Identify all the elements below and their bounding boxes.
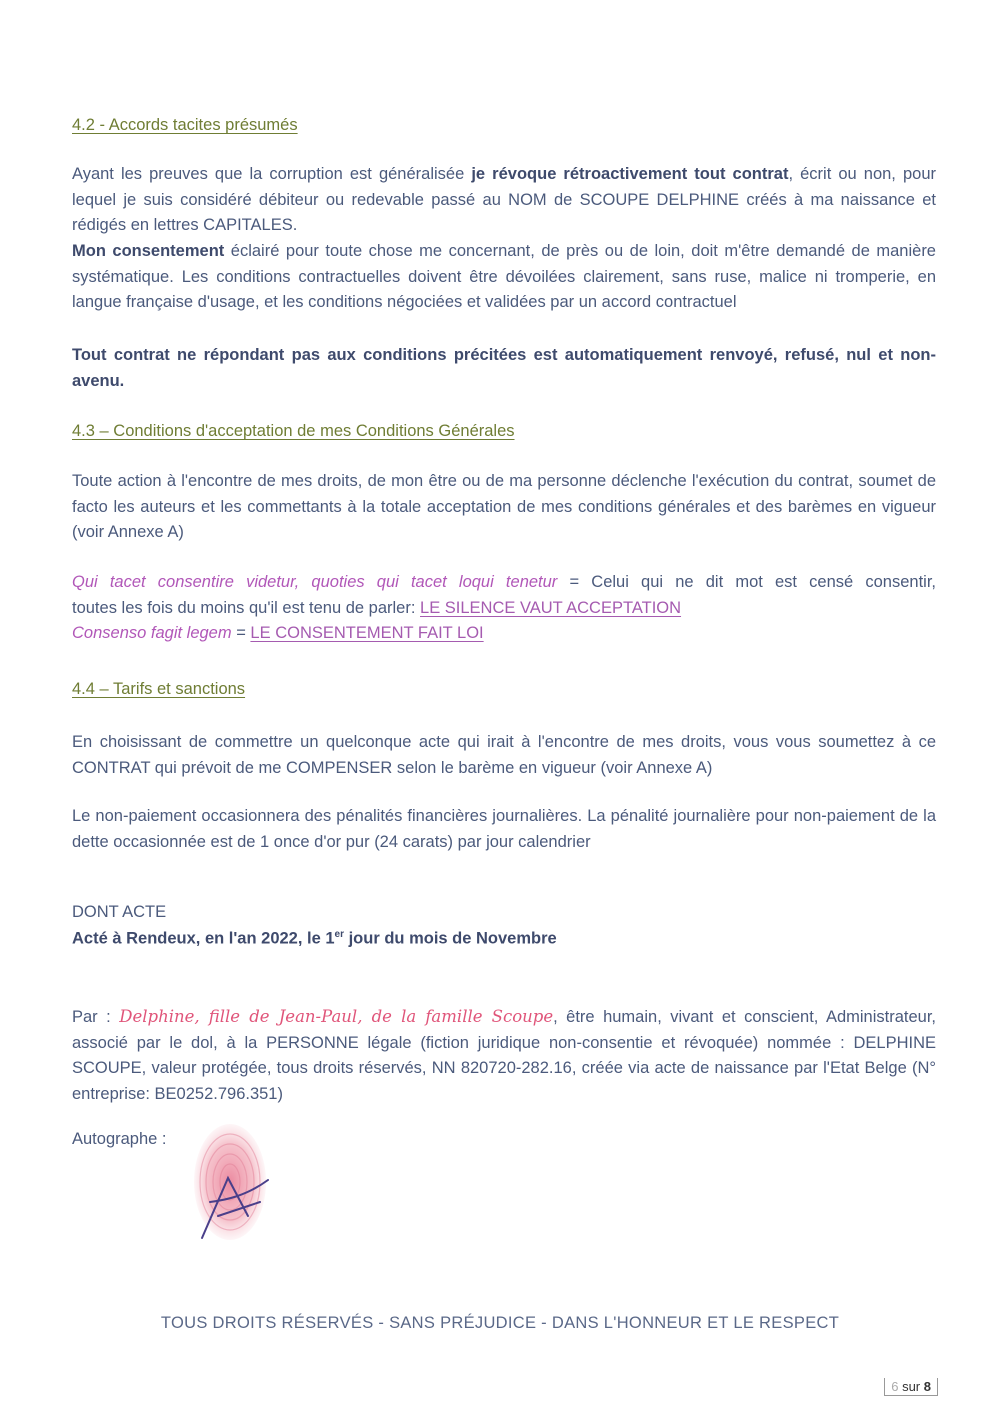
latin-maxim-line-1: Qui tacet consentire videtur, quoties qui tacet loqui tenetur = Celui qui ne dit mot est censé consentir, xyxy=(72,573,936,591)
latin-maxim-line-3: Consenso fagit legem = LE CONSENTEMENT FAIT LOI xyxy=(72,624,484,642)
silence-vaut-acceptation: LE SILENCE VAUT ACCEPTATION xyxy=(420,598,682,617)
section-4-2-paragraph-2: Mon consentement éclairé pour toute chose me concernant, de près ou de loin, doit m'être demandé de manière systématique. Les conditions contractuelles doivent être dévoilées clairement, sans ruse, malice ni tromperie, en langue française d'usage, et les conditions négociées et validées par un accord contractuel xyxy=(72,242,936,311)
section-4-2-heading: 4.2 - Accords tacites présumés xyxy=(72,116,298,134)
acte-date: Acté à Rendeux, en l'an 2022, le 1er jour du mois de Novembre xyxy=(72,929,557,948)
latin-maxim-line-2: toutes les fois du moins qu'il est tenu de parler: LE SILENCE VAUT ACCEPTATION xyxy=(72,598,682,617)
section-4-3-paragraph-1: Toute action à l'encontre de mes droits, de mon être ou de ma personne déclenche l'exécution du contrat, soumet de facto les auteurs et les commettants à la totale acceptation de mes conditions générales et des barèmes en vigueur (voir Annexe A) xyxy=(72,472,936,541)
section-4-4-paragraph-1: En choisissant de commettre un quelconque acte qui irait à l'encontre de mes droits, vous vous soumettez à ce CONTRAT qui prévoit de me COMPENSER selon le barème en vigueur (voir Annexe A) xyxy=(72,733,936,777)
autographe-label: Autographe : xyxy=(72,1130,167,1148)
section-4-3-heading: 4.3 – Conditions d'acceptation de mes Conditions Générales xyxy=(72,422,515,440)
fingerprint-signature-icon xyxy=(188,1120,278,1250)
consentement-fait-loi: LE CONSENTEMENT FAIT LOI xyxy=(250,624,484,642)
signature-name: Delphine, fille de Jean-Paul, de la famille Scoupe xyxy=(119,1007,554,1026)
signature-paragraph: Par : Delphine, fille de Jean-Paul, de la famille Scoupe, être humain, vivant et conscient, Administrateur, associé par le dol, à la PERSONNE légale (fiction juridique non-consentie et révoquée) nommée : DELPHINE SCOUPE, valeur protégée, tous droits réservés, NN 820720-282.16, créée via acte de naissance par l'Etat Belge (N° entreprise: BE0252.796.351) xyxy=(72,1007,936,1103)
latin-maxim-block xyxy=(72,570,936,647)
section-4-4-heading: 4.4 – Tarifs et sanctions xyxy=(72,680,246,698)
section-4-4-paragraph-2: Le non-paiement occasionnera des pénalités financières journalières. La pénalité journalière pour non-paiement de la dette occasionnée est de 1 once d'or pur (24 carats) par jour calendrier xyxy=(72,807,936,851)
dont-acte: DONT ACTE xyxy=(72,903,167,921)
footer-rights: TOUS DROITS RÉSERVÉS - SANS PRÉJUDICE - DANS L'HONNEUR ET LE RESPECT xyxy=(160,1314,840,1332)
section-4-2-paragraph-1: Ayant les preuves que la corruption est généralisée je révoque rétroactivement tout contrat, écrit ou non, pour lequel je suis considéré débiteur ou redevable passé au NOM de SCOUPE DELPHINE créés à ma naissance et rédigés en lettres CAPITALES. xyxy=(72,165,936,234)
section-4-2-paragraph-3: Tout contrat ne répondant pas aux conditions précitées est automatiquement renvoyé, refusé, nul et non-avenu. xyxy=(72,346,936,390)
page-number: 6 sur 8 xyxy=(884,1378,938,1396)
